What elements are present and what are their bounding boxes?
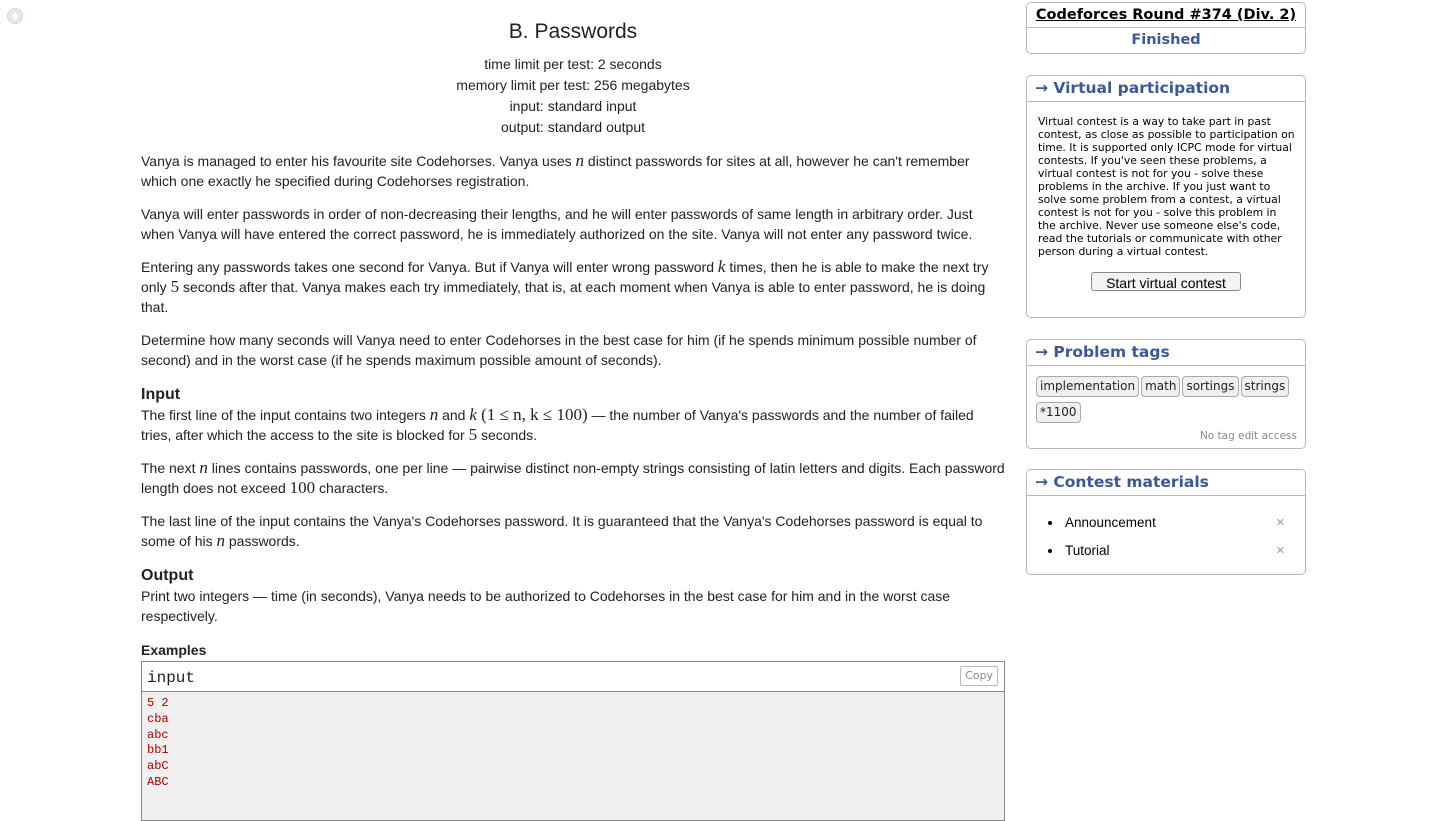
examples-title: Examples: [141, 642, 207, 658]
scroll-top-icon[interactable]: [7, 8, 23, 24]
legend-text: distinct passwords for sites at all, however he can't remember which one exactly he specified during Codehorses registration.: [141, 153, 970, 189]
tag-sortings[interactable]: sortings: [1182, 376, 1238, 397]
sample-line: cba: [147, 711, 169, 726]
input-text: The first line of the input contains two integers: [141, 407, 430, 423]
input-text: — the number of Vanya's passwords and the number of failed tries, after which the access to the site is blocked for: [141, 407, 974, 443]
sample-line: ABC: [147, 774, 169, 789]
input-paragraph: [141, 458, 1005, 498]
math-var: k: [469, 405, 477, 424]
math-var: n: [575, 151, 585, 170]
input-text: The next: [141, 460, 200, 476]
close-icon: ✕: [1275, 545, 1285, 557]
contest-name-link[interactable]: Codeforces Round #374 (Div. 2): [1027, 3, 1305, 28]
tag-strings[interactable]: strings: [1241, 376, 1290, 397]
math-var: n: [199, 458, 208, 477]
output-paragraph: Print two integers — time (in seconds), Vanya needs to be authorized to Codehorses in the best case for him and in the worst case respectively.: [141, 588, 951, 624]
math-num: 5: [170, 277, 180, 296]
tags-list: [1027, 366, 1305, 428]
sample-line: abc: [147, 727, 169, 742]
material-label[interactable]: Tutorial: [1065, 543, 1110, 558]
contest-materials-title: → Contest materials: [1027, 470, 1305, 496]
start-virtual-contest-button[interactable]: Start virtual contest: [1091, 272, 1241, 291]
input-paragraph: [141, 405, 1005, 445]
sample-input-body: [142, 692, 1004, 820]
tag-difficulty[interactable]: *1100: [1036, 402, 1081, 423]
legend-paragraph: [141, 257, 1005, 317]
legend-text: Vanya is managed to enter his favourite site Codehorses. Vanya uses: [141, 153, 576, 169]
output-section-title: Output: [141, 567, 194, 584]
legend-text: seconds after that. Vanya makes each try immediately, that is, at each moment when Vanya is able to enter password, he is doing that.: [141, 279, 986, 315]
problem-title: B. Passwords: [508, 20, 638, 43]
math-constraint: (1 ≤ n, k ≤ 100): [476, 405, 588, 424]
close-icon: ✕: [1275, 517, 1285, 529]
legend-paragraph: [141, 151, 1005, 191]
legend-text: Entering any passwords takes one second for Vanya. But if Vanya will enter wrong password: [141, 259, 718, 275]
sample-line: 5 2: [147, 696, 169, 710]
output-file: output: standard output: [501, 119, 645, 135]
problem-tags-box: [1026, 339, 1306, 449]
input-text: and: [438, 407, 470, 423]
legend-paragraph: Vanya will enter passwords in order of non-decreasing their lengths, and he will enter passwords of same length in arbitrary order. Just when Vanya will have entered the correct password, he is immediately authorized on the site. Vanya will not enter any password twice.: [141, 206, 973, 242]
material-label[interactable]: Announcement: [1065, 515, 1156, 530]
contest-materials-box: [1026, 469, 1306, 575]
sample-input: [141, 661, 1005, 821]
input-paragraph: [141, 511, 1005, 551]
math-num: 5: [468, 425, 478, 444]
input-specification: [141, 385, 1005, 551]
input-section-title: Input: [141, 386, 181, 403]
memory-limit: memory limit per test: 256 megabytes: [456, 77, 690, 93]
materials-list: [1027, 496, 1305, 565]
legend: [141, 151, 1005, 370]
sample-line: bb1: [147, 743, 169, 758]
material-tutorial[interactable]: [1027, 537, 1305, 565]
virtual-participation-box: [1026, 75, 1306, 318]
sample-line: abC: [147, 759, 169, 774]
input-text: characters.: [315, 480, 389, 496]
problem-header: [141, 18, 1005, 138]
legend-paragraph: Determine how many seconds will Vanya need to enter Codehorses in the best case for him (if he spends minimum possible number of second) and in the worst case (if he spends maximum possible amount of seconds).: [141, 332, 977, 368]
contest-phase: Finished: [1131, 32, 1201, 48]
sample-input-label: input: [147, 669, 196, 687]
time-limit: time limit per test: 2 seconds: [484, 56, 662, 72]
input-text: The last line of the input contains the Vanya's Codehorses password. It is guaranteed that the Vanya's Codehorses password is equal to some of his: [141, 513, 983, 549]
sample-input-header: [142, 662, 1004, 692]
tag-edit-note: No tag edit access: [1199, 430, 1297, 442]
output-specification: [141, 566, 1005, 626]
problem-tags-title: → Problem tags: [1027, 340, 1305, 366]
contest-box: [1026, 2, 1306, 54]
input-file: input: standard input: [509, 98, 637, 114]
tag-implementation[interactable]: implementation: [1036, 376, 1139, 397]
tag-math[interactable]: math: [1141, 376, 1180, 397]
math-var: n: [216, 531, 225, 550]
input-text: seconds.: [477, 427, 538, 443]
virtual-participation-text: Virtual contest is a way to take part in past contest, as close as possible to participation on time. It is supported only ICPC mode for virtual contests. If you've seen these problems, a virtual contest is not for you - solve these problems in the archive. If you just want to solve some problem from a contest, a virtual contest is not for you - solve this problem in the archive. Never use someone else's code, read the tutorials or communicate with other person during a virtual contest.: [1038, 115, 1295, 258]
copy-button[interactable]: Copy: [960, 666, 998, 686]
material-announcement[interactable]: [1027, 509, 1305, 537]
math-var: k: [717, 257, 726, 276]
input-text: passwords.: [224, 533, 300, 549]
virtual-participation-title: → Virtual participation: [1027, 76, 1305, 102]
legend-text: times, then he is able to make the next try only: [141, 259, 989, 295]
math-num: 100: [289, 478, 316, 497]
input-text: lines contains passwords, one per line — pairwise distinct non-empty strings consisting of latin letters and digits. Each password length does not exceed: [141, 460, 1005, 496]
problem-statement: [141, 18, 1005, 821]
examples: [141, 641, 1005, 821]
math-var: n: [429, 405, 439, 424]
